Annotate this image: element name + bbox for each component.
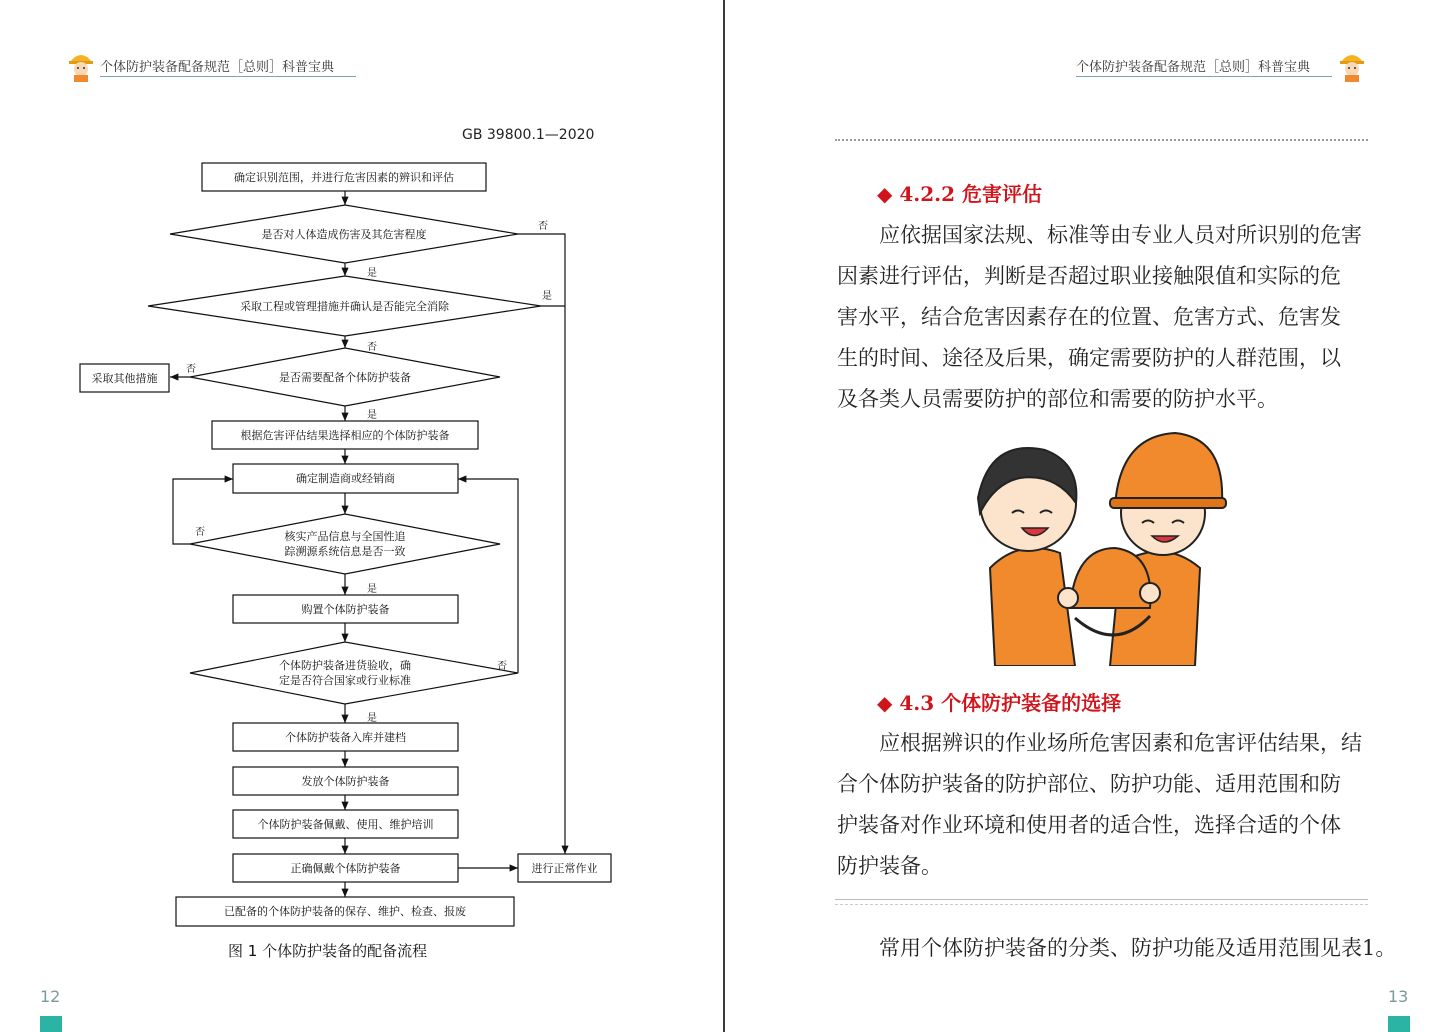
edge-label-yes-eliminate: 是 <box>542 291 552 302</box>
text-line: 害水平，结合危害因素存在的位置、危害方式、危害发 <box>837 305 1341 329</box>
label-other-measures: 采取其他措施 <box>91 372 158 385</box>
label-decision-eliminate: 采取工程或管理措施并确认是否能完全消除 <box>240 300 449 313</box>
text-line: 应根据辨识的作业场所危害因素和危害评估结果，结 <box>879 731 1362 755</box>
edge-label-no-harm: 否 <box>538 221 548 232</box>
label-select-ppe: 根据危害评估结果选择相应的个体防护装备 <box>240 429 450 442</box>
figure-caption: 图 1 个体防护装备的配备流程 <box>228 942 428 960</box>
text-line: 生的时间、途径及后果，确定需要防护的人群范围，以 <box>837 346 1341 370</box>
label-purchase: 购置个体防护装备 <box>301 603 390 616</box>
standard-code: GB 39800.1—2020 <box>462 127 595 143</box>
edge-label-no-need: 否 <box>186 364 196 375</box>
right-page <box>725 0 1449 1032</box>
edge-label-yes-harm: 是 <box>367 268 377 279</box>
table-reference-text: 常用个体防护装备的分类、防护功能及适用范围见表1。 <box>879 936 1397 960</box>
page-tab-left <box>40 1016 62 1032</box>
label-wear: 正确佩戴个体防护装备 <box>290 862 401 875</box>
text-line: 因素进行评估，判断是否超过职业接触限值和实际的危 <box>837 264 1341 288</box>
page-number-left: 12 <box>40 987 61 1006</box>
left-page <box>0 0 724 1032</box>
label-decision-verify-1: 核实产品信息与全国性追 <box>284 530 406 543</box>
edge-label-no-inspection: 否 <box>497 661 507 672</box>
flowchart-diagram <box>0 0 724 1032</box>
header-title: 个体防护装备配备规范［总则］科普宝典 <box>100 60 335 75</box>
paragraph-hazard-assessment <box>837 215 1367 420</box>
worker-mascot-icon <box>1337 48 1367 82</box>
label-decision-need-ppe: 是否需要配备个体防护装备 <box>279 371 411 384</box>
page-tab-right <box>1388 1016 1410 1032</box>
edge-label-yes-need: 是 <box>367 410 377 421</box>
edge-label-yes-verify: 是 <box>367 584 377 595</box>
text-line: 应依据国家法规、标准等由专业人员对所识别的危害 <box>879 223 1362 247</box>
label-determine-maker: 确定制造商或经销商 <box>296 472 395 485</box>
paragraph-ppe-selection <box>837 723 1367 887</box>
wavy-divider <box>835 899 1368 905</box>
label-normal-work: 进行正常作业 <box>531 862 598 875</box>
page-number-right: 13 <box>1388 987 1409 1006</box>
label-decision-inspection-2: 定是否符合国家或行业标准 <box>279 674 411 687</box>
section-heading-4-2-2: ◆ 4.2.2 危害评估 <box>877 182 1042 206</box>
dotted-divider <box>835 139 1368 141</box>
edge-label-no-eliminate: 否 <box>367 342 377 353</box>
edge-label-yes-inspection: 是 <box>367 713 377 724</box>
text-line: 及各类人员需要防护的部位和需要的防护水平。 <box>837 387 1278 411</box>
text-line: 护装备对作业环境和使用者的适合性，选择合适的个体 <box>837 813 1341 837</box>
text-line: 合个体防护装备的防护部位、防护功能、适用范围和防 <box>837 772 1341 796</box>
label-store: 个体防护装备入库并建档 <box>285 731 406 744</box>
header-title-right: 个体防护装备配备规范［总则］科普宝典 <box>1076 60 1311 75</box>
text-line: 防护装备。 <box>837 854 942 878</box>
label-decision-verify-2: 踪溯源系统信息是否一致 <box>284 545 406 558</box>
label-decision-harm: 是否对人体造成伤害及其危害程度 <box>261 228 427 241</box>
label-training: 个体防护装备佩戴、使用、维护培训 <box>257 818 434 831</box>
label-distribute: 发放个体防护装备 <box>301 775 390 788</box>
edge-label-no-verify: 否 <box>195 527 205 538</box>
workers-handover-illustration <box>950 428 1240 666</box>
label-identify-scope: 确定识别范围，并进行危害因素的辨识和评估 <box>234 171 454 184</box>
label-decision-inspection-1: 个体防护装备进货验收，确 <box>279 659 411 672</box>
section-heading-4-3: ◆ 4.3 个体防护装备的选择 <box>877 691 1122 715</box>
header-rule-right <box>1076 76 1332 77</box>
label-maintain: 已配备的个体防护装备的保存、维护、检查、报废 <box>224 905 466 918</box>
